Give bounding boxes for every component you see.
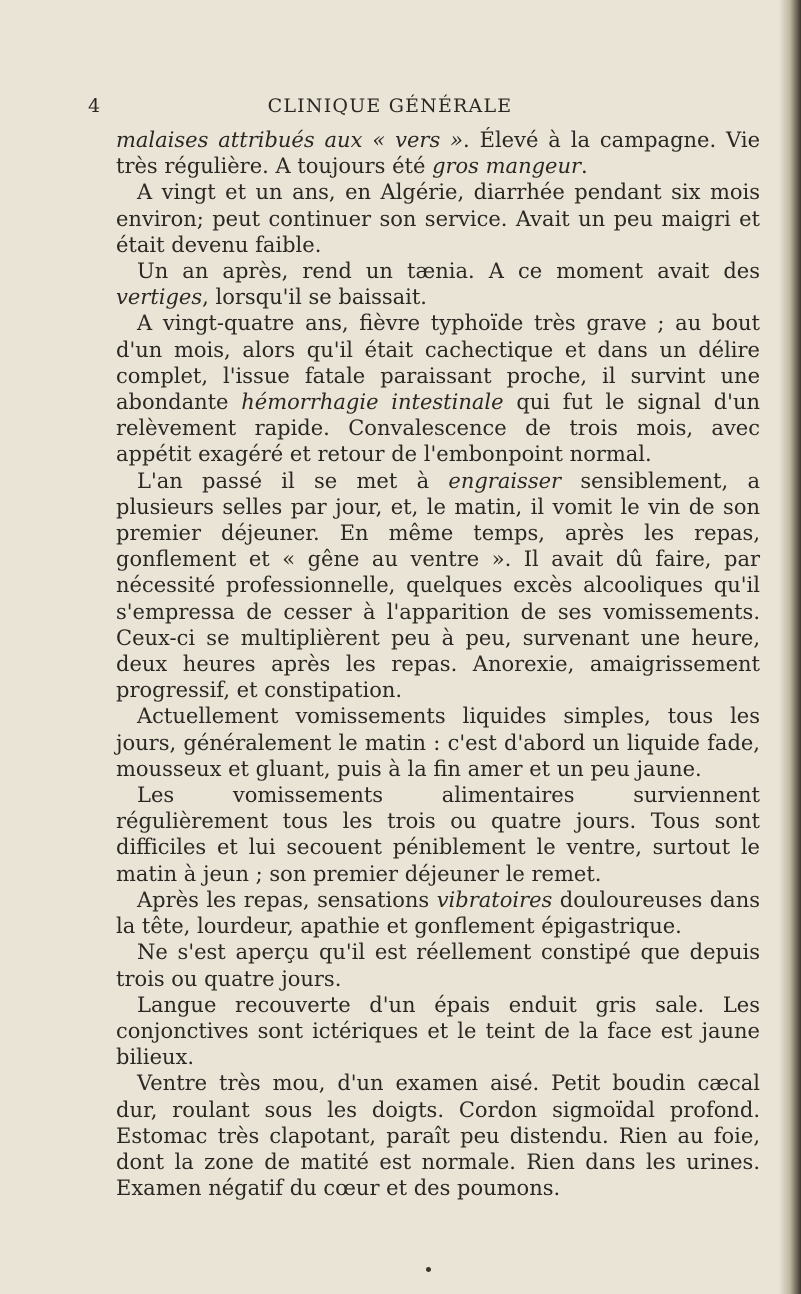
paragraph	[116, 127, 760, 179]
paragraph	[116, 1070, 760, 1201]
page-header	[0, 95, 780, 125]
text-run: Après les repas, sensations	[137, 887, 437, 912]
text-run: .	[581, 154, 588, 179]
text-run: qui fut le signal d'un relèvement rapide. Convalescence de trois mois, avec appétit exagéré et retour de l'embonpoint normal.	[116, 390, 761, 467]
text-run: sensiblement, a plusieurs selles par jour, et, le matin, il vomit le vin de son premier déjeuner. En même temps, après les repas, gonflement et « gêne au ventre ». Il avait dû faire, par nécessité professionnelle, quelques excès alcooliques qu'il s'empressa de cesser à l'apparition de ses vomissements. Ceux-ci se multiplièrent peu à peu, survenant une heure, deux heures après les repas. Anorexie, amaigrissement progressif, et constipation.	[116, 468, 760, 703]
text-run: L'an passé il se met à	[137, 468, 449, 493]
paragraph	[116, 939, 760, 991]
paragraph	[116, 468, 760, 704]
paragraph	[116, 179, 760, 258]
italic-phrase: gros mangeur	[432, 154, 582, 179]
page-edge-shadow	[779, 0, 801, 1294]
body-text	[116, 127, 760, 1201]
italic-phrase: vertiges	[116, 285, 203, 310]
text-run: Actuellement vomissements liquides simples, tous les jours, généralement le matin : c'est d'abord un liquide fade, mousseux et gluant, puis à la fin amer et un peu jaune.	[116, 704, 760, 781]
text-run: Ne s'est aperçu qu'il est réellement constipé que depuis trois ou quatre jours.	[116, 940, 760, 991]
text-run: douloureuses dans la tête, lourdeur, apathie et gonflement épigastrique.	[116, 887, 760, 939]
running-title: CLINIQUE GÉNÉRALE	[267, 95, 513, 117]
text-run: Un an après, rend un tænia. A ce moment avait des	[137, 259, 760, 284]
text-run: Ventre très mou, d'un examen aisé. Petit boudin cæcal dur, roulant sous les doigts. Cordon sigmoïdal profond. Estomac très clapotant, paraît peu distendu. Rien au foie, dont la zone de matité est normale. Rien dans les urines. Examen négatif du cœur et des poumons.	[116, 1071, 760, 1201]
italic-phrase: malaises attribués aux « vers »	[116, 128, 464, 152]
paragraph	[116, 782, 760, 887]
paragraph	[116, 258, 760, 310]
text-run: Langue recouverte d'un épais enduit gris sale. Les conjonctives sont ictériques et le teint de la face est jaune bilieux.	[116, 992, 760, 1070]
italic-phrase: hémorrhagie intestinale	[241, 390, 504, 415]
page-number: 4	[88, 95, 101, 117]
text-run: A vingt et un ans, en Algérie, diarrhée pendant six mois environ; peut continuer son service. Avait un peu maigri et était devenu faible.	[116, 180, 760, 257]
text-run: . Élevé à la campagne. Vie très régulière. A toujours été	[116, 128, 760, 179]
paragraph	[116, 887, 760, 939]
text-run: A vingt-quatre ans, fièvre typhoïde très grave ; au bout d'un mois, alors qu'il était cachectique et dans un délire complet, l'issue fatale paraissant proche, il survint une abondante	[116, 311, 760, 415]
paragraph	[116, 703, 760, 782]
paragraph	[116, 310, 760, 467]
italic-phrase: vibratoires	[436, 887, 553, 912]
text-run: , lorsqu'il se baissait.	[202, 285, 427, 310]
text-run: Les vomissements alimentaires surviennent régulièrement tous les trois ou quatre jours. Tous sont difficiles et lui secouent péniblement le ventre, surtout le matin à jeun ; son premier déjeuner le remet.	[116, 783, 760, 886]
italic-phrase: engraisser	[448, 468, 562, 493]
ink-dot	[426, 1267, 431, 1272]
paragraph	[116, 992, 760, 1071]
